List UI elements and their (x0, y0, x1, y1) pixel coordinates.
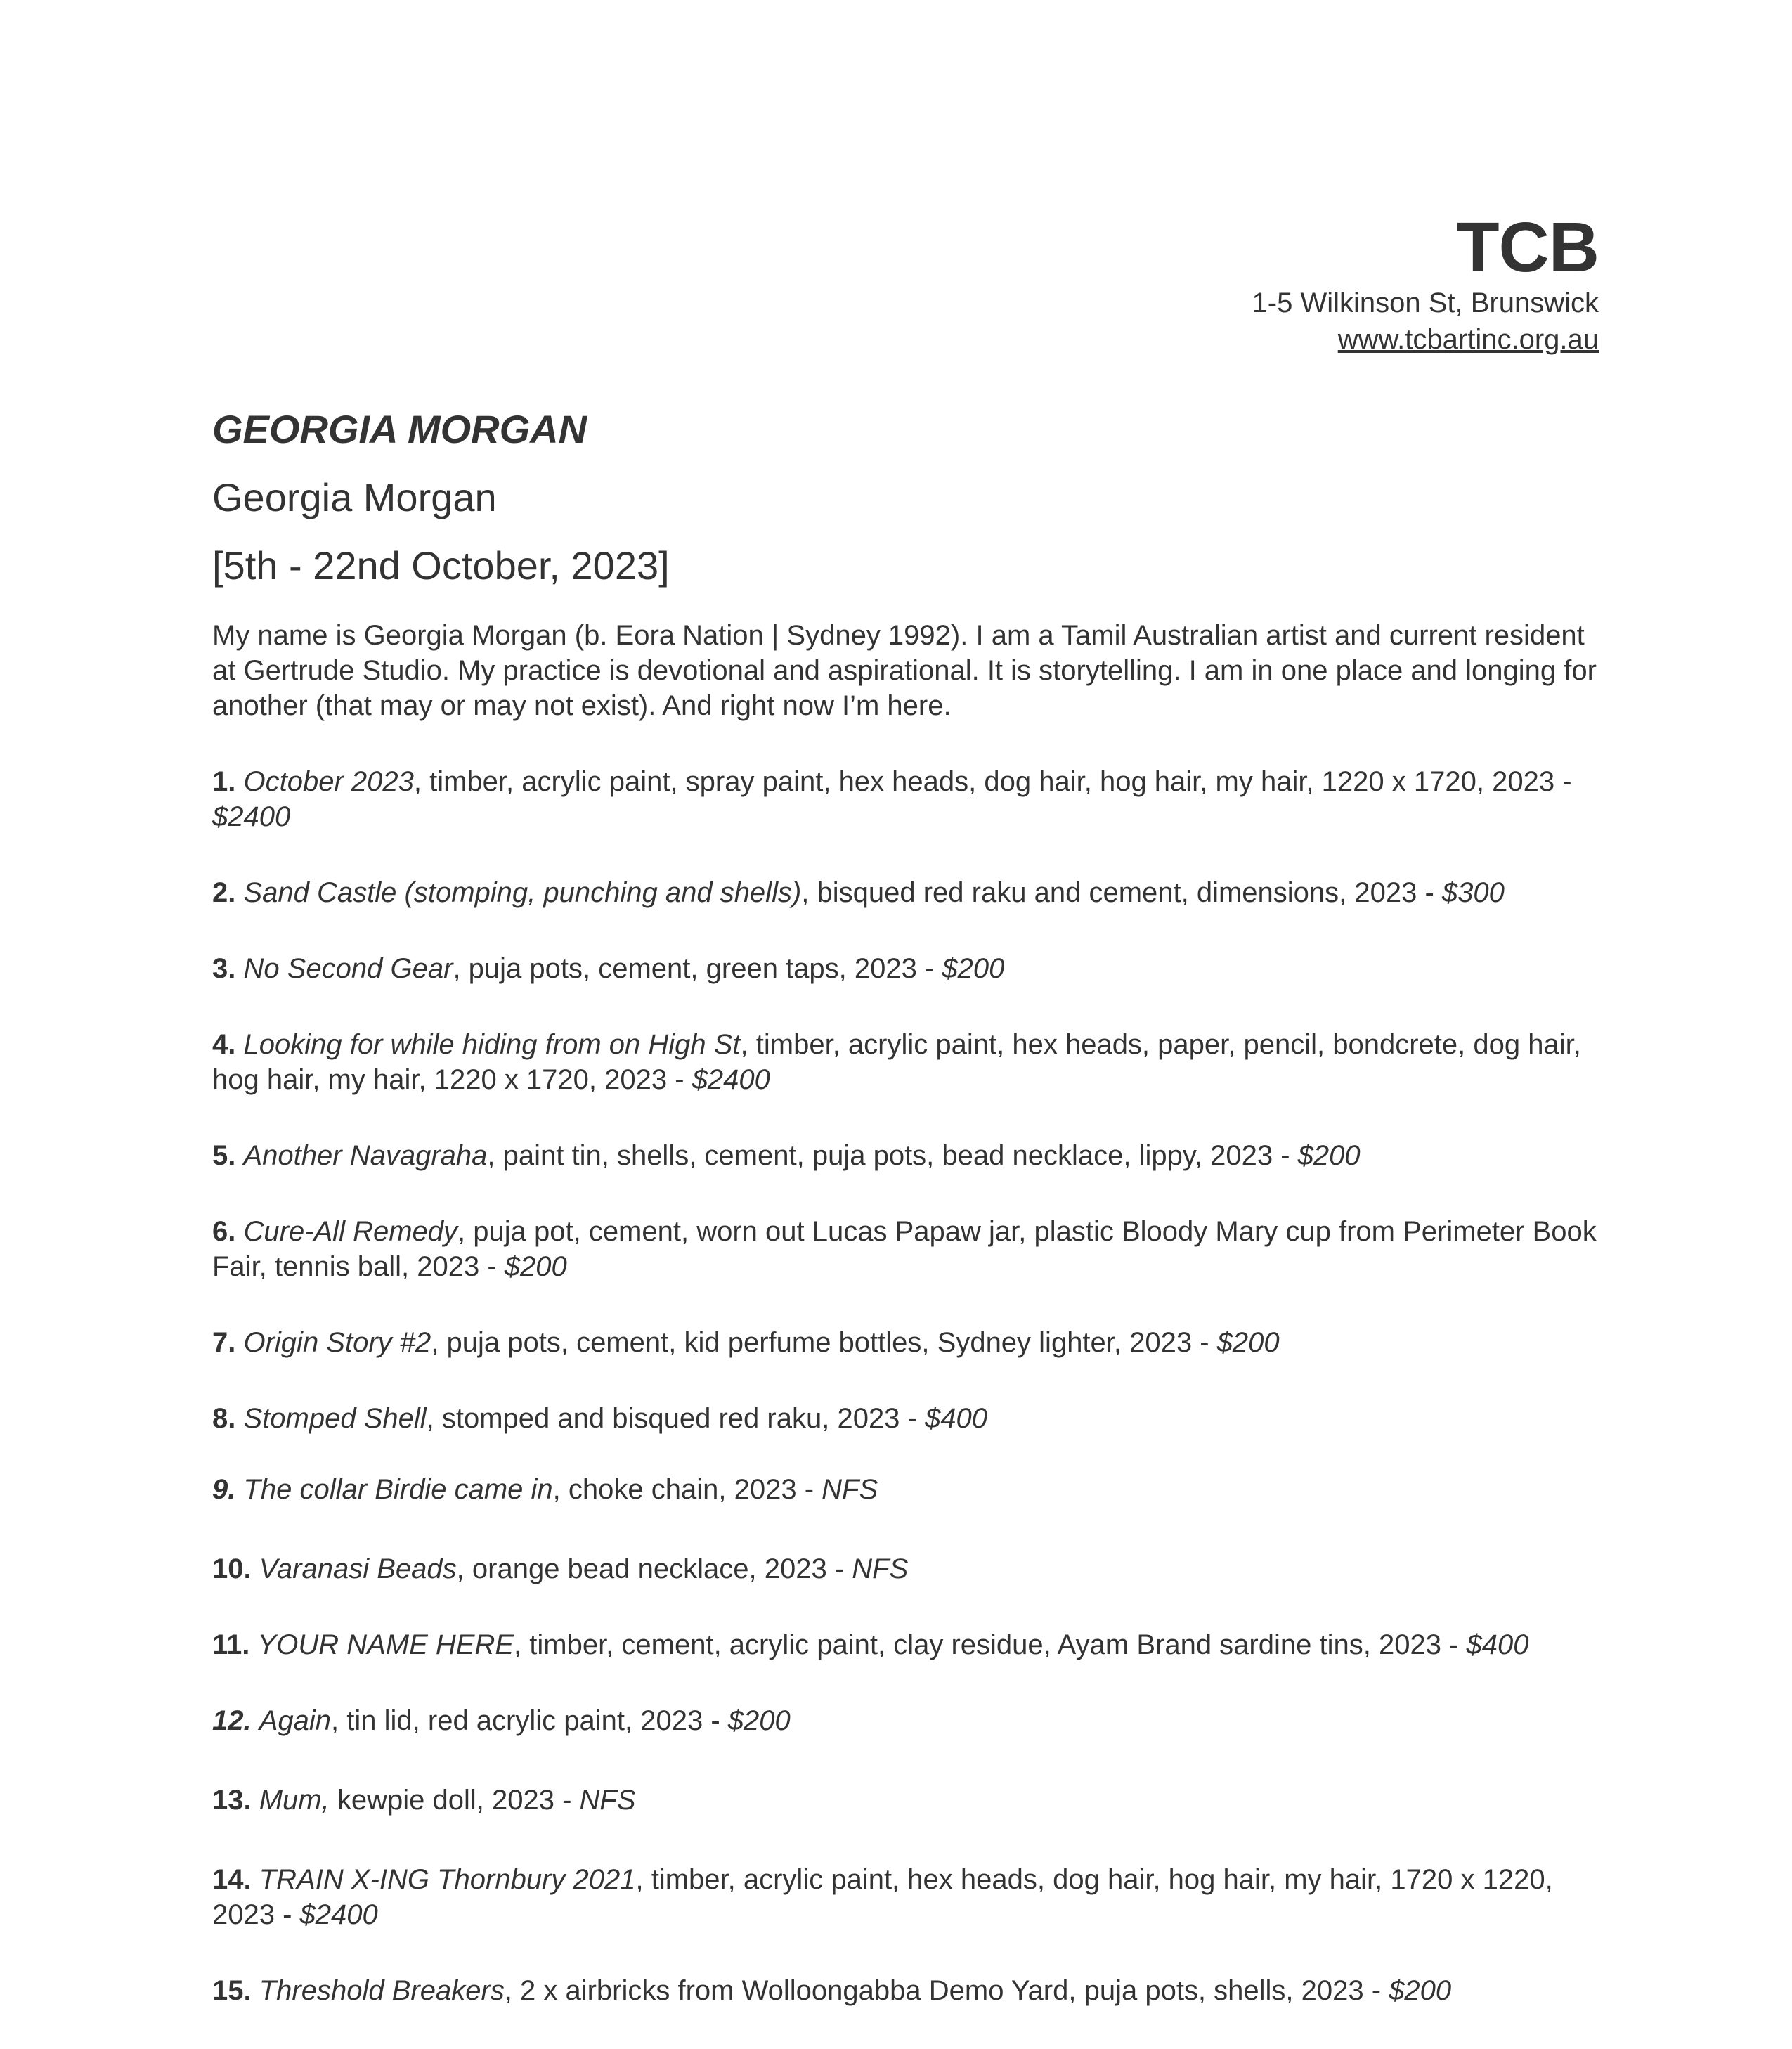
work-number: 1. (212, 765, 236, 797)
work-item (212, 875, 1600, 910)
exhibition-dates: [5th - 22nd October, 2023] (212, 543, 670, 588)
exhibition-title: GEORGIA MORGAN (212, 407, 587, 451)
work-item (212, 1027, 1600, 1097)
work-number: 7. (212, 1326, 236, 1358)
work-details: , 2 x airbricks from Wolloongabba Demo Yard, puja pots, shells, 2023 - (504, 1974, 1389, 2006)
work-item (212, 1627, 1600, 1662)
work-price: $400 (924, 1402, 987, 1434)
work-title: Mum, (259, 1784, 330, 1816)
work-details: , orange bead necklace, 2023 - (456, 1553, 852, 1584)
work-number: 5. (212, 1139, 236, 1171)
work-title: Sand Castle (stomping, punching and shells) (243, 877, 802, 908)
work-title: October 2023 (243, 765, 414, 797)
work-item (212, 1138, 1600, 1173)
room-sheet (212, 406, 1600, 2008)
work-item (212, 1862, 1600, 1932)
org-address: 1-5 Wilkinson St, Brunswick (1252, 287, 1599, 318)
work-item (212, 1325, 1600, 1360)
work-title: Threshold Breakers (259, 1974, 505, 2006)
work-item (212, 1551, 1600, 1586)
work-number: 9. (212, 1473, 236, 1505)
work-number: 6. (212, 1215, 236, 1247)
work-title: Varanasi Beads (259, 1553, 457, 1584)
work-price: $200 (1389, 1974, 1452, 2006)
work-details: , choke chain, 2023 - (552, 1473, 822, 1505)
work-number: 12. (212, 1705, 252, 1736)
work-number: 11. (212, 1629, 250, 1660)
work-number: 14. (212, 1863, 252, 1895)
work-details: , timber, acrylic paint, spray paint, hex heads, dog hair, hog hair, my hair, 1220 x 1720, 2023 - (413, 765, 1572, 797)
work-price: $300 (1441, 877, 1505, 908)
work-number: 15. (212, 1974, 252, 2006)
work-details: , bisqued red raku and cement, dimensions, 2023 - (801, 877, 1442, 908)
work-price: $200 (727, 1705, 791, 1736)
work-title: Stomped Shell (243, 1402, 427, 1434)
work-title: Cure-All Remedy (243, 1215, 458, 1247)
work-item (212, 1401, 1600, 1436)
work-title: Another Navagraha (243, 1139, 488, 1171)
work-number: 3. (212, 952, 236, 984)
work-title: Origin Story #2 (243, 1326, 431, 1358)
work-item (212, 764, 1600, 834)
work-item (212, 1214, 1600, 1284)
work-price: $2400 (692, 1064, 770, 1095)
work-price: $200 (1297, 1139, 1361, 1171)
work-details: , paint tin, shells, cement, puja pots, bead necklace, lippy, 2023 - (487, 1139, 1298, 1171)
work-number: 2. (212, 877, 236, 908)
org-website-link[interactable]: www.tcbartinc.org.au (1337, 324, 1599, 355)
work-number: 13. (212, 1784, 252, 1816)
work-price: $200 (942, 952, 1005, 984)
letterhead (1252, 208, 1599, 358)
work-number: 10. (212, 1553, 252, 1584)
work-title: No Second Gear (243, 952, 453, 984)
work-price: NFS (852, 1553, 909, 1584)
work-details: , puja pot, cement, worn out Lucas Papaw jar, plastic Bloody Mary cup from Perimeter Book Fair, tennis ball, 2023 - (212, 1215, 1597, 1282)
work-details: , timber, acrylic paint, hex heads, dog hair, hog hair, my hair, 1720 x 1220, 2023 - (212, 1863, 1553, 1930)
work-price: $2400 (212, 801, 291, 832)
work-title: TRAIN X-ING Thornbury 2021 (259, 1863, 636, 1895)
work-title: Looking for while hiding from on High St (243, 1028, 741, 1060)
work-item (212, 951, 1600, 986)
works-list (212, 764, 1600, 2008)
artist-bio: My name is Georgia Morgan (b. Eora Nation | Sydney 1992). I am a Tamil Australian artist and current resident at Gertrude Studio. My practice is devotional and aspirational. It is storytelling. I am in one place and longing for another (that may or may not exist). And right now I’m here. (212, 619, 1597, 721)
work-item (212, 1472, 1600, 1507)
work-number: 8. (212, 1402, 236, 1434)
work-item (212, 1783, 1600, 1818)
work-title: YOUR NAME HERE (257, 1629, 514, 1660)
work-price: $400 (1466, 1629, 1529, 1660)
work-details: , timber, cement, acrylic paint, clay residue, Ayam Brand sardine tins, 2023 - (514, 1629, 1467, 1660)
work-price: $200 (1216, 1326, 1280, 1358)
work-title: The collar Birdie came in (243, 1473, 553, 1505)
artist-name: Georgia Morgan (212, 475, 497, 520)
work-details: , puja pots, cement, kid perfume bottles, Sydney lighter, 2023 - (431, 1326, 1217, 1358)
work-price: NFS (822, 1473, 878, 1505)
work-details: , tin lid, red acrylic paint, 2023 - (331, 1705, 728, 1736)
work-price: NFS (579, 1784, 636, 1816)
work-title: Again (259, 1705, 332, 1736)
work-details: kewpie doll, 2023 - (329, 1784, 580, 1816)
work-number: 4. (212, 1028, 236, 1060)
work-item (212, 1973, 1600, 2008)
work-price: $200 (504, 1250, 567, 1282)
org-name: TCB (1456, 208, 1599, 287)
work-details: , timber, acrylic paint, hex heads, paper, pencil, bondcrete, dog hair, hog hair, my hair, 1220 x 1720, 2023 - (212, 1028, 1581, 1095)
work-price: $2400 (299, 1899, 378, 1930)
work-details: , stomped and bisqued red raku, 2023 - (426, 1402, 925, 1434)
work-item (212, 1703, 1600, 1738)
work-details: , puja pots, cement, green taps, 2023 - (453, 952, 942, 984)
